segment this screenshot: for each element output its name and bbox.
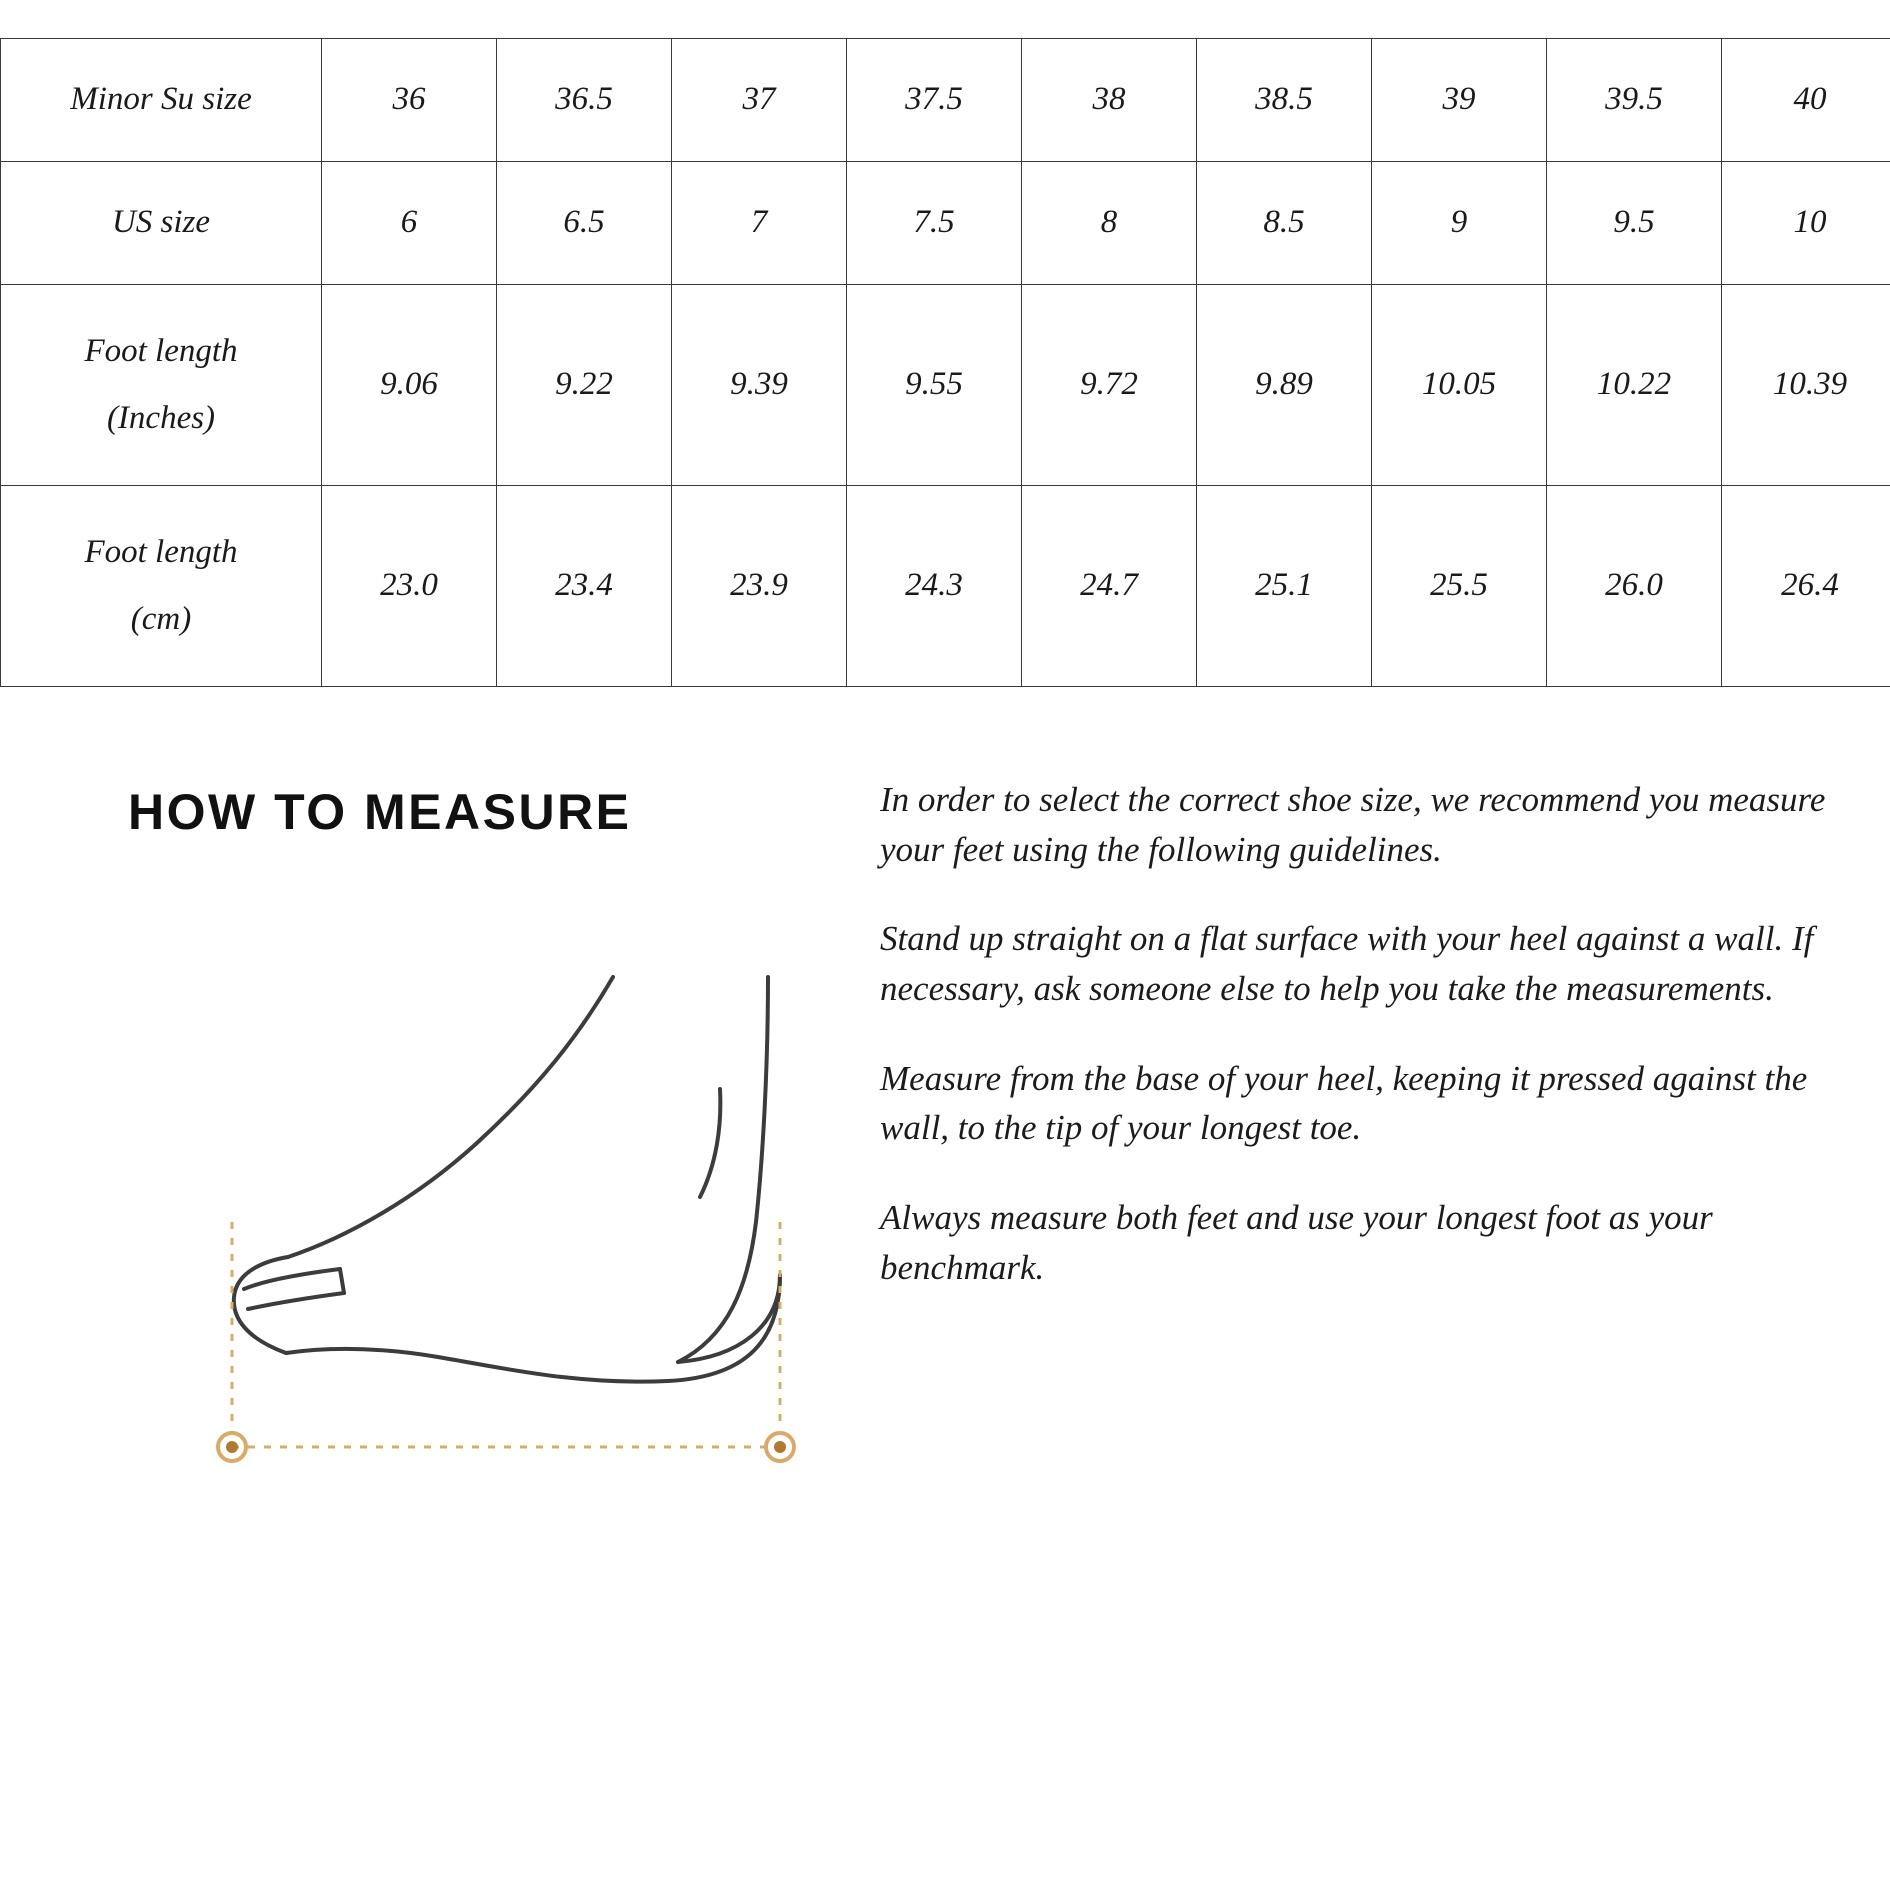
instruction-paragraph-4: Always measure both feet and use your longest foot as your benchmark. (880, 1198, 1713, 1287)
page-title: HOW TO MEASURE (128, 784, 632, 840)
cell-us-5: 8.5 (1197, 162, 1372, 285)
cell-us-0: 6 (322, 162, 497, 285)
cell-minor-su-3: 37.5 (847, 39, 1022, 162)
size-chart-table (0, 38, 1890, 687)
measure-endpoint-right (766, 1433, 794, 1461)
cell-cm-0: 23.0 (322, 486, 497, 687)
cell-us-1: 6.5 (497, 162, 672, 285)
cell-inches-8: 10.39 (1722, 285, 1890, 486)
table-row (1, 285, 1890, 486)
cell-us-7: 9.5 (1547, 162, 1722, 285)
cell-inches-5: 9.89 (1197, 285, 1372, 486)
cell-us-8: 10 (1722, 162, 1890, 285)
cell-cm-3: 24.3 (847, 486, 1022, 687)
cell-cm-5: 25.1 (1197, 486, 1372, 687)
row-header-foot-length-inches (1, 285, 322, 486)
cell-inches-2: 9.39 (672, 285, 847, 486)
measure-endpoint-left (218, 1433, 246, 1461)
row-header-foot-length-cm (1, 486, 322, 687)
how-to-measure-left (0, 769, 880, 1522)
row-header-line1: Foot length (84, 534, 238, 570)
foot-side-view-diagram (0, 957, 880, 1522)
size-chart-section (0, 0, 1890, 687)
cell-us-6: 9 (1372, 162, 1547, 285)
cell-minor-su-1: 36.5 (497, 39, 672, 162)
cell-minor-su-2: 37 (672, 39, 847, 162)
row-header-line2: (cm) (130, 601, 192, 637)
cell-cm-7: 26.0 (1547, 486, 1722, 687)
row-header-minor-su-size: Minor Su size (1, 39, 322, 162)
cell-cm-8: 26.4 (1722, 486, 1890, 687)
cell-inches-0: 9.06 (322, 285, 497, 486)
cell-inches-3: 9.55 (847, 285, 1022, 486)
instruction-paragraph-1: In order to select the correct shoe size, we recommend you measure your feet using the following guidelines. (880, 780, 1826, 869)
cell-cm-1: 23.4 (497, 486, 672, 687)
foot-diagram-svg (108, 957, 848, 1517)
row-header-line2: (Inches) (106, 400, 216, 436)
cell-minor-su-5: 38.5 (1197, 39, 1372, 162)
how-to-measure-section (0, 769, 1890, 1522)
cell-cm-6: 25.5 (1372, 486, 1547, 687)
row-header-us-size: US size (1, 162, 322, 285)
cell-us-2: 7 (672, 162, 847, 285)
cell-minor-su-7: 39.5 (1547, 39, 1722, 162)
row-header-line1: Foot length (84, 333, 238, 369)
instruction-paragraph-3: Measure from the base of your heel, keeping it pressed against the wall, to the tip of your longest toe. (880, 1058, 1808, 1148)
instruction-paragraph-2: Stand up straight on a flat surface with your heel against a wall. If necessary, ask someone else to help you take the measurements. (880, 919, 1814, 1009)
how-to-measure-instructions (880, 769, 1882, 1522)
table-row (1, 486, 1890, 687)
cell-cm-4: 24.7 (1022, 486, 1197, 687)
cell-minor-su-4: 38 (1022, 39, 1197, 162)
table-row (1, 162, 1890, 285)
cell-cm-2: 23.9 (672, 486, 847, 687)
cell-inches-4: 9.72 (1022, 285, 1197, 486)
cell-us-4: 8 (1022, 162, 1197, 285)
table-row (1, 39, 1890, 162)
cell-inches-1: 9.22 (497, 285, 672, 486)
cell-inches-7: 10.22 (1547, 285, 1722, 486)
cell-minor-su-8: 40 (1722, 39, 1890, 162)
cell-minor-su-0: 36 (322, 39, 497, 162)
cell-minor-su-6: 39 (1372, 39, 1547, 162)
cell-us-3: 7.5 (847, 162, 1022, 285)
cell-inches-6: 10.05 (1372, 285, 1547, 486)
